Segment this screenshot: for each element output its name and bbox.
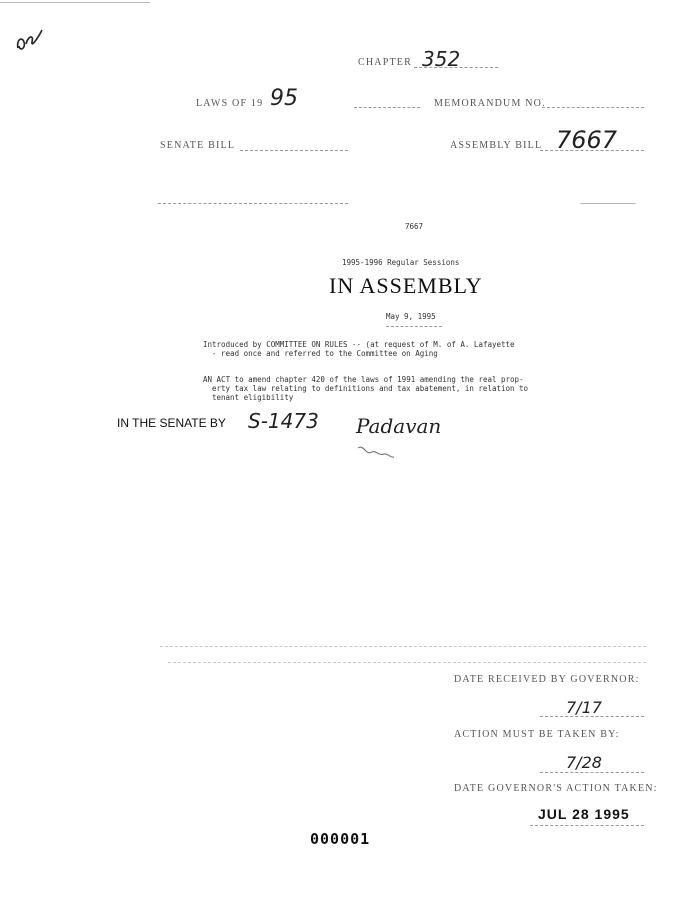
- action-taken-label: DATE GOVERNOR'S ACTION TAKEN:: [454, 783, 658, 794]
- sponsor-scribble: [356, 442, 396, 467]
- laws-line: [354, 107, 420, 108]
- memorandum-line: [542, 107, 644, 108]
- act-line-3: tenant eligibility: [212, 393, 294, 402]
- top-rule: [0, 2, 150, 3]
- assembly-bill-label: ASSEMBLY BILL: [450, 140, 543, 151]
- senate-bill-hand: S-1473: [248, 409, 319, 433]
- senate-bill-label: SENATE BILL: [160, 140, 236, 151]
- corner-scribble: [14, 26, 46, 61]
- document-number: 000001: [310, 830, 371, 848]
- laws-label: LAWS OF 19: [196, 98, 264, 109]
- bill-date: May 9, 1995: [386, 312, 436, 321]
- act-line-1: AN ACT to amend chapter 420 of the laws of 1991 amending the real prop-: [203, 375, 524, 384]
- act-line-2: erty tax law relating to definitions and tax abatement, in relation to: [212, 384, 529, 393]
- laws-year: 95: [270, 86, 298, 111]
- action-taken-line: [530, 825, 644, 826]
- action-taken-stamp: JUL 28 1995: [538, 806, 630, 822]
- action-value: 7/28: [566, 753, 602, 772]
- senate-label: IN THE SENATE BY: [117, 416, 226, 430]
- action-line: [540, 772, 644, 773]
- action-label: ACTION MUST BE TAKEN BY:: [454, 729, 620, 740]
- senate-bill-line: [240, 150, 348, 151]
- introduced-line-1: Introduced by COMMITTEE ON RULES -- (at request of M. of A. Lafayette: [203, 340, 515, 349]
- memorandum-label: MEMORANDUM NO.: [434, 98, 546, 109]
- session-text: 1995-1996 Regular Sessions: [342, 258, 460, 267]
- separator-right: [580, 203, 636, 204]
- assembly-bill-value: 7667: [556, 126, 618, 154]
- assembly-bill-line: [540, 150, 644, 151]
- faint-rule-1: [160, 646, 646, 647]
- separator-left: [158, 203, 348, 204]
- introduced-line-2: - read once and referred to the Committee on Aging: [212, 349, 438, 358]
- chapter-label: CHAPTER: [358, 57, 412, 68]
- faint-rule-2: [168, 662, 646, 663]
- chapter-value: 352: [422, 47, 461, 71]
- received-value: 7/17: [566, 698, 602, 717]
- chapter-line: [414, 67, 498, 68]
- house-title: IN ASSEMBLY: [329, 273, 483, 298]
- bill-number: 7667: [405, 222, 424, 231]
- date-underline: [386, 326, 442, 327]
- received-line: [540, 716, 644, 717]
- received-label: DATE RECEIVED BY GOVERNOR:: [454, 674, 640, 685]
- senate-sponsor-hand: Padavan: [356, 414, 442, 438]
